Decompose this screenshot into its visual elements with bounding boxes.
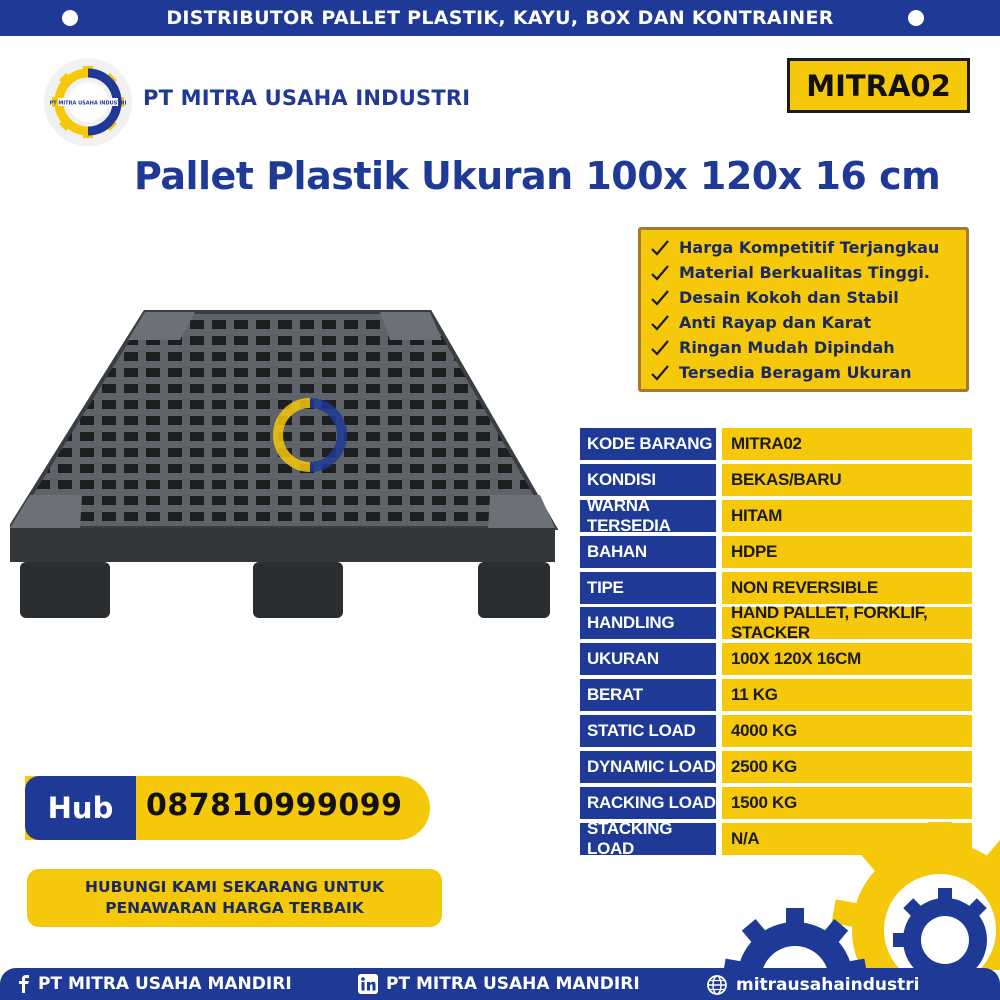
- spec-key: BERAT: [580, 679, 716, 711]
- check-icon: [649, 338, 671, 358]
- feature-text: Desain Kokoh dan Stabil: [679, 288, 899, 307]
- spec-value: HITAM: [722, 500, 972, 532]
- company-name: PT MITRA USAHA INDUSTRI: [143, 86, 471, 110]
- footer-website[interactable]: [706, 974, 919, 996]
- spec-row: [580, 643, 972, 675]
- check-icon: [649, 313, 671, 333]
- feature-list: [638, 227, 969, 392]
- spec-value: 11 KG: [722, 679, 972, 711]
- gear-logo-icon: [40, 54, 136, 150]
- spec-value: N/A: [722, 823, 972, 855]
- spec-value: HAND PALLET, FORKLIF, STACKER: [722, 607, 972, 639]
- spec-key: TIPE: [580, 572, 716, 604]
- spec-row: [580, 572, 972, 604]
- facebook-icon: [18, 975, 30, 993]
- logo-text: PT MITRA USAHA INDUSTRI: [49, 100, 127, 107]
- feature-item: [649, 285, 966, 310]
- spec-value: 4000 KG: [722, 715, 972, 747]
- footer-facebook[interactable]: [18, 974, 292, 994]
- banner-dot-left: [62, 10, 78, 26]
- footer-bar: [0, 968, 1000, 1000]
- gear-decoration-icon: [700, 810, 1000, 970]
- cta-line-1: HUBUNGI KAMI SEKARANG UNTUK: [85, 878, 384, 896]
- check-icon: [649, 238, 671, 258]
- feature-item: [649, 260, 966, 285]
- product-code-badge: MITRA02: [787, 58, 970, 113]
- feature-item: [649, 360, 966, 385]
- feature-text: Anti Rayap dan Karat: [679, 313, 872, 332]
- feature-text: Tersedia Beragam Ukuran: [679, 363, 912, 382]
- spec-row: [580, 603, 972, 643]
- pallet-image: [10, 300, 565, 630]
- spec-value: 2500 KG: [722, 751, 972, 783]
- cta-line-2: PENAWARAN HARGA TERBAIK: [105, 899, 364, 917]
- spec-key: STACKING LOAD: [580, 823, 716, 855]
- spec-row: [580, 428, 972, 460]
- spec-value: BEKAS/BARU: [722, 464, 972, 496]
- company-logo: [40, 54, 136, 150]
- spec-value: HDPE: [722, 536, 972, 568]
- check-icon: [649, 363, 671, 383]
- feature-item: [649, 310, 966, 335]
- linkedin-icon: [358, 974, 378, 994]
- spec-key: DYNAMIC LOAD: [580, 751, 716, 783]
- banner-dot-right: [908, 10, 924, 26]
- footer-facebook-label: PT MITRA USAHA MANDIRI: [38, 974, 292, 994]
- feature-text: Harga Kompetitif Terjangkau: [679, 238, 940, 257]
- phone-number[interactable]: 087810999099: [146, 788, 403, 823]
- spec-key: KONDISI: [580, 464, 716, 496]
- hub-label: Hub: [25, 776, 136, 840]
- check-icon: [649, 288, 671, 308]
- spec-key: WARNA TERSEDIA: [580, 500, 716, 532]
- footer-linkedin-label: PT MITRA USAHA MANDIRI: [386, 974, 640, 994]
- spec-key: UKURAN: [580, 643, 716, 675]
- spec-key: RACKING LOAD: [580, 787, 716, 819]
- spec-value: MITRA02: [722, 428, 972, 460]
- check-icon: [649, 263, 671, 283]
- feature-text: Material Berkualitas Tinggi.: [679, 263, 930, 282]
- top-banner: [0, 0, 1000, 36]
- spec-row: [580, 464, 972, 496]
- footer-linkedin[interactable]: [358, 974, 640, 994]
- spec-row: [580, 536, 972, 568]
- spec-table: [580, 428, 972, 859]
- banner-text: DISTRIBUTOR PALLET PLASTIK, KAYU, BOX DAN KONTRAINER: [166, 7, 834, 29]
- spec-key: KODE BARANG: [580, 428, 716, 460]
- spec-value: 100X 120X 16CM: [722, 643, 972, 675]
- spec-row: [580, 495, 972, 535]
- spec-value: 1500 KG: [722, 787, 972, 819]
- spec-row: [580, 751, 972, 783]
- footer-website-label: mitrausahaindustri: [736, 975, 920, 995]
- spec-row: [580, 679, 972, 711]
- page-title: Pallet Plastik Ukuran 100x 120x 16 cm: [134, 154, 941, 198]
- feature-item: [649, 235, 966, 260]
- feature-text: Ringan Mudah Dipindah: [679, 338, 895, 357]
- spec-key: HANDLING: [580, 607, 716, 639]
- globe-icon: [706, 974, 728, 996]
- spec-row: [580, 715, 972, 747]
- cta-box[interactable]: [27, 869, 442, 927]
- spec-key: BAHAN: [580, 536, 716, 568]
- spec-value: NON REVERSIBLE: [722, 572, 972, 604]
- feature-item: [649, 335, 966, 360]
- spec-key: STATIC LOAD: [580, 715, 716, 747]
